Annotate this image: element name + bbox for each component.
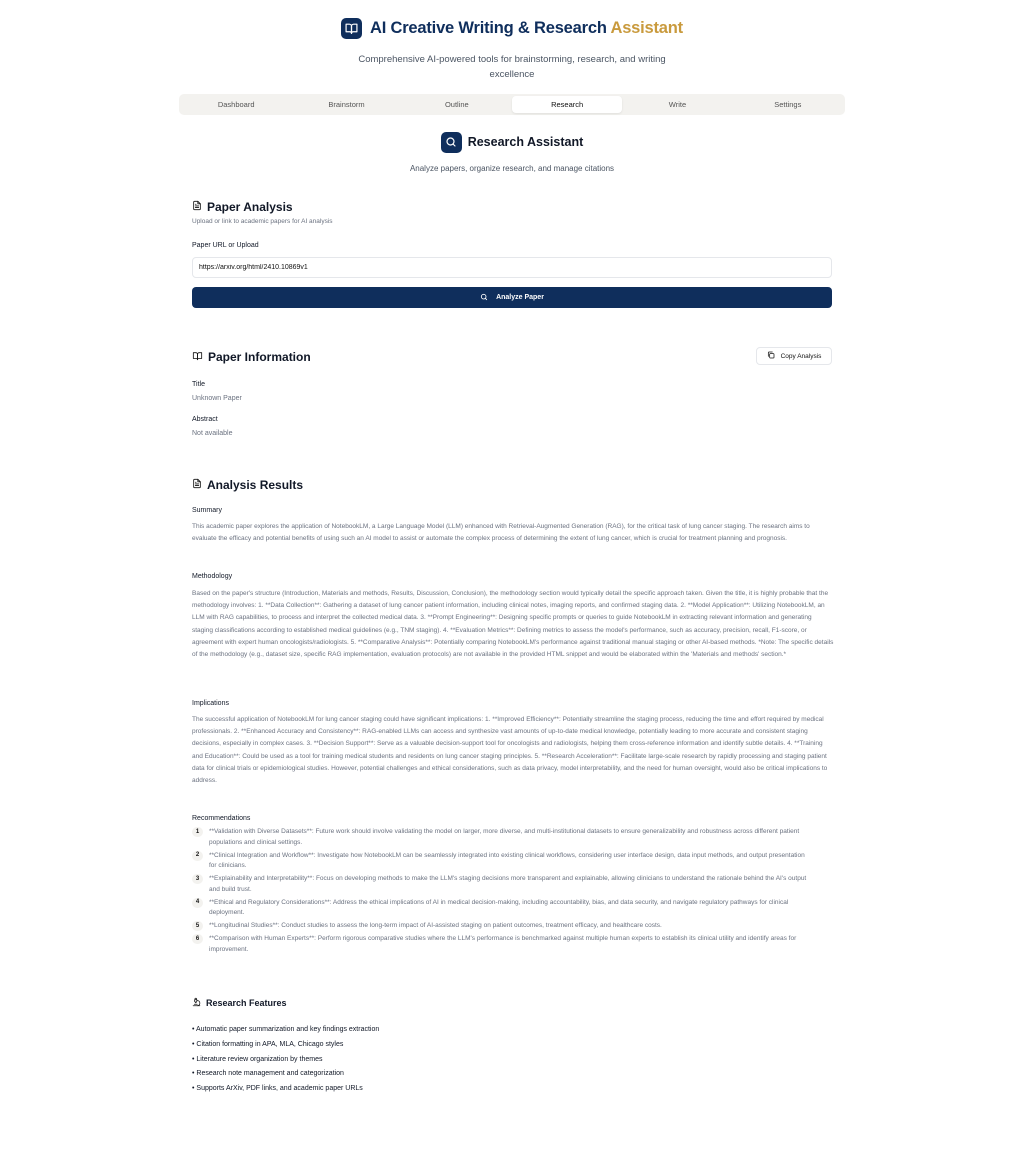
file-text-icon (192, 200, 202, 214)
list-item: 4 **Ethical and Regulatory Considerations**: Address the ethical implications of AI in medical decision-making, including accountability, bias, and data security, and navigate regulatory pathways for clinical deployment. (192, 898, 832, 919)
app-header (0, 0, 1024, 82)
url-label: Paper URL or Upload (192, 242, 259, 249)
abstract-value: Not available (192, 430, 233, 437)
section-header (0, 131, 1024, 173)
section-title: Research Assistant (467, 135, 584, 149)
tab-dashboard[interactable]: Dashboard (217, 100, 255, 109)
list-item: • Research note management and categorization (192, 1070, 344, 1078)
file-text-icon (192, 478, 202, 492)
implications-text: The successful application of NotebookLM for lung cancer staging could have significant implications: 1. **Improved Efficiency**: Potentially streamline the staging process, reducing the time and effort required by medical professionals. 2. **Enhanced Accuracy and Consistency**: RAG-enabled LLMs can access and synthesize vast amounts of up-to-date medical knowledge, potentially leading to more accurate and consistent staging decisions, especially in complex cases. 3. **Decision Support**: Serve as a valuable decision-support tool for oncologists and radiologists, helping them cross-reference information and identify subtle details. 4. **Training and Education**: Could be used as a tool for training medical students and residents on lung cancer staging principles. 5. **Research Acceleration**: Facilitate large-scale research by rapidly processing and staging patient data for clinical trials or epidemiological studies. However, potential challenges and ethical considerations, such as data privacy, model interpretability, and the need for human oversight, would also be critical implications to address. (192, 716, 828, 785)
methodology-text: Based on the paper's structure (Introduction, Materials and methods, Results, Discussion, Conclusion), the methodology section would typically detail the specific approach taken. Given the title, it is highly probable that the methodology involves: 1. **Data Collection**: Gathering a dataset of lung cancer patient information, including clinical notes, imaging reports, and confirmed staging data. 2. **Model Application**: Utilizing NotebookLM, an LLM with RAG capabilities, to process and interpret the collected medical data. 3. **Prompt Engineering**: Designing specific prompts or queries to guide NotebookLM in extracting relevant information and generating staging classifications according to established medical guidelines (e.g., TNM staging). 4. **Evaluation Metrics**: Defining metrics to assess the model's performance, such as accuracy, precision, recall, F1-score, or agreement with expert human oncologists/radiologists. 5. **Comparative Analysis**: Potentially comparing NotebookLM's performance against traditional manual staging or other AI-based methods. *Note: The specific details of the methodology (e.g., dataset size, specific RAG implementation, evaluation protocols) are not available in the provided HTML snippet and would be elaborated within the 'Materials and methods' section.* (192, 590, 834, 659)
analyze-paper-button[interactable]: Analyze Paper (192, 287, 832, 308)
tab-outline[interactable]: Outline (444, 100, 469, 109)
summary-text: This academic paper explores the application of NotebookLM, a Large Language Model (LLM) enhanced with Retrieval-Augmented Generation (RAG), for the critical task of lung cancer staging. The research aims to evaluate the efficacy and potential benefits of using such an AI model to assist or automate the complex process of determining the extent of lung cancer, which is crucial for treatment planning and prognosis. (192, 523, 810, 543)
list-item: • Supports ArXiv, PDF links, and academic paper URLs (192, 1085, 363, 1093)
copy-analysis-button[interactable]: Copy Analysis (756, 347, 832, 365)
paper-analysis-subtitle: Upload or link to academic papers for AI analysis (192, 218, 333, 225)
book-open-icon (192, 350, 203, 364)
research-features-title: Research Features (192, 997, 287, 1009)
title-label: Title (192, 381, 205, 388)
main-tabs (179, 94, 845, 115)
list-item: • Literature review organization by themes (192, 1055, 323, 1063)
tab-settings[interactable]: Settings (774, 100, 802, 109)
microscope-icon (192, 997, 201, 1009)
paper-url-input[interactable] (192, 257, 832, 278)
rec-number: 4 (192, 898, 203, 908)
abstract-label: Abstract (192, 416, 218, 423)
list-item: 5 **Longitudinal Studies**: Conduct studies to assess the long-term impact of AI-assisted staging on patient outcomes, treatment efficacy, and healthcare costs. (192, 921, 832, 932)
book-open-icon (341, 18, 362, 39)
list-item: 3 **Explainability and Interpretability**: Focus on developing methods to make the LLM's staging decisions more transparent and explainable, allowing clinicians to understand the rationale behind the AI's output and build trust. (192, 874, 832, 895)
rec-number: 5 (192, 921, 203, 931)
recommendations-list (192, 827, 832, 958)
app-title: AI Creative Writing & Research Assistant (370, 18, 683, 37)
list-item: 1 **Validation with Diverse Datasets**: Future work should involve validating the model on larger, more diverse, and multi-institutional datasets to ensure generalizability and robustness across different patient populations and clinical settings. (192, 827, 832, 848)
recommendations-label: Recommendations (192, 815, 251, 822)
rec-number: 2 (192, 851, 203, 861)
paper-analysis-title: Paper Analysis (192, 200, 293, 214)
tab-write[interactable]: Write (668, 100, 687, 109)
search-icon (480, 293, 488, 303)
list-item: 6 **Comparison with Human Experts**: Perform rigorous comparative studies where the LLM's performance is benchmarked against multiple human experts to establish its clinical utility and identify areas for improvement. (192, 934, 832, 955)
paper-info-title: Paper Information (192, 350, 311, 364)
summary-label: Summary (192, 507, 222, 514)
list-item: 2 **Clinical Integration and Workflow**: Investigate how NotebookLM can be seamlessly integrated into existing clinical workflows, considering user interface design, data input methods, and output presentation for clinicians. (192, 851, 832, 872)
search-icon (441, 132, 462, 153)
features-list (192, 1023, 379, 1097)
section-subtitle: Analyze papers, organize research, and manage citations (409, 164, 615, 173)
rec-number: 1 (192, 827, 203, 837)
methodology-label: Methodology (192, 573, 233, 580)
implications-label: Implications (192, 700, 229, 707)
tab-research[interactable]: Research (512, 96, 622, 113)
analysis-results-title: Analysis Results (192, 478, 303, 492)
list-item: • Automatic paper summarization and key findings extraction (192, 1026, 380, 1033)
app-subtitle: Comprehensive AI-powered tools for brainstorming, research, and writing excellence (358, 54, 666, 80)
list-item: • Citation formatting in APA, MLA, Chicago styles (192, 1040, 344, 1048)
rec-number: 6 (192, 934, 203, 944)
tab-brainstorm[interactable]: Brainstorm (328, 100, 365, 109)
paper-title-value: Unknown Paper (192, 395, 242, 402)
rec-number: 3 (192, 874, 203, 884)
copy-icon (767, 351, 775, 361)
